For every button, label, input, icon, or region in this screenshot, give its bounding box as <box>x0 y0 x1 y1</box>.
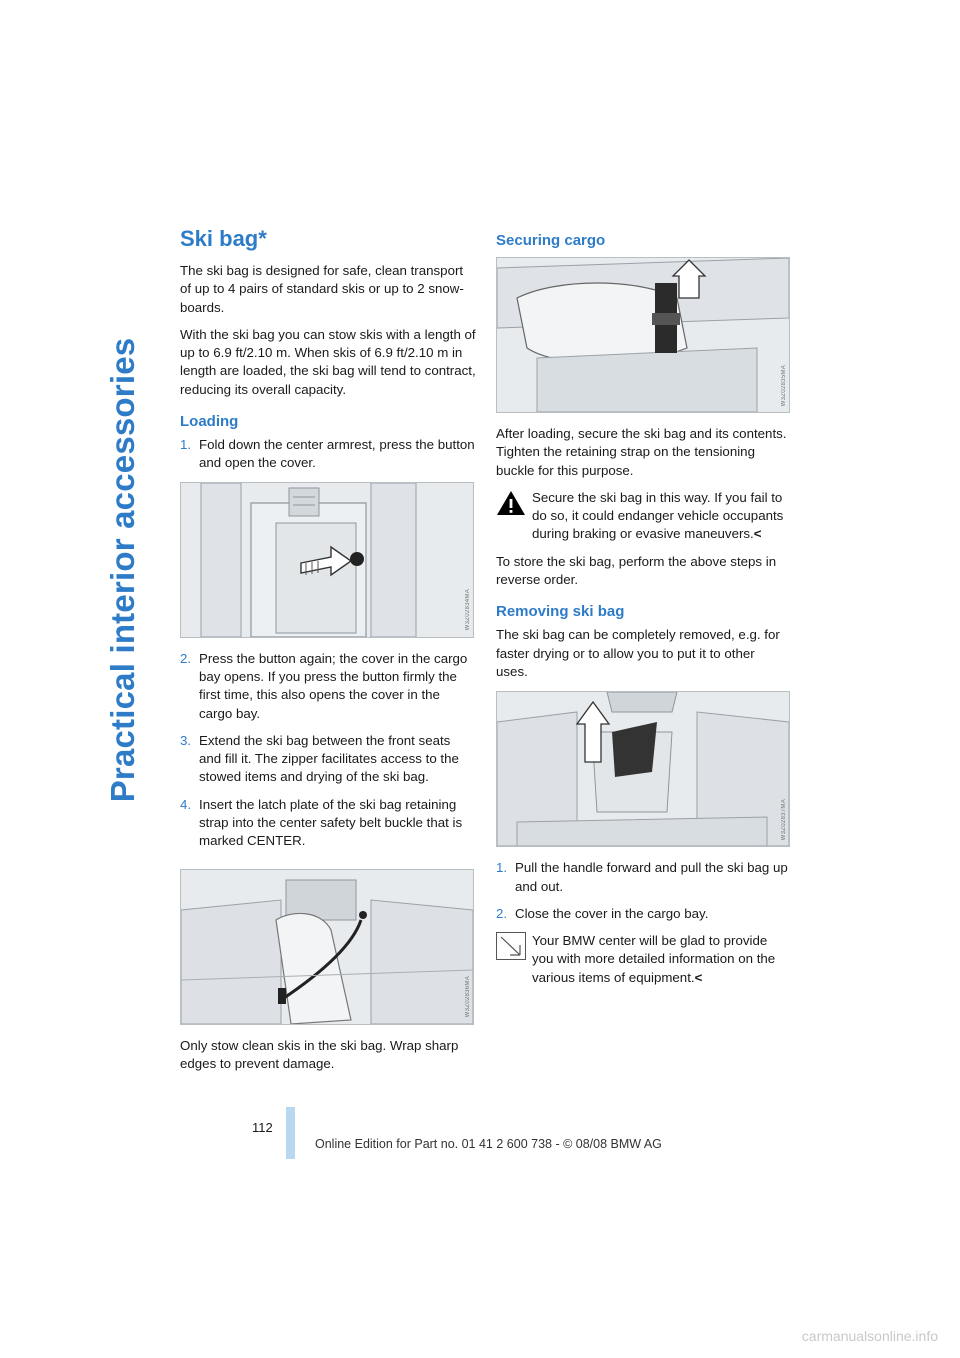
step-text: Pull the handle forward and pull the ski bag up and out. <box>515 860 788 894</box>
step-number: 1. <box>180 437 192 453</box>
side-section-title <box>88 30 158 1110</box>
step-number: 2. <box>180 650 192 666</box>
intro-paragraph-2: With the ski bag you can stow skis with a length of up to 6.9 ft/2.10 m. When skis of 6.9 ft/2.10 m in length are loaded, the ski bag will tend to contract, reducing its overall capacity. <box>180 326 476 397</box>
step-text: Press the button again; the cover in the cargo bay opens. If you press the button firmly the first time, this also opens the cover in the cargo bay. <box>199 650 468 721</box>
left-column <box>180 226 476 1082</box>
end-mark: < <box>694 969 703 985</box>
side-title-text: Practical interior accessories <box>104 337 141 803</box>
removing-step-2 <box>496 905 790 923</box>
section-heading-ski-bag: Ski bag* <box>180 226 267 251</box>
info-notice <box>496 932 790 987</box>
page-number: 112 <box>252 1120 273 1135</box>
loading-step-2 <box>180 650 476 723</box>
step-number: 1. <box>496 860 508 876</box>
warning-notice <box>496 489 790 544</box>
figure-tensioning-buckle <box>496 257 790 413</box>
loading-step-1 <box>180 436 476 473</box>
loading-step-3 <box>180 732 476 787</box>
intro-paragraph-1: The ski bag is designed for safe, clean transport of up to 4 pairs of standard skis or up to 2 snowboards. <box>180 263 464 315</box>
securing-paragraph: After loading, secure the ski bag and its contents. Tighten the retaining strap on the tensioning buckle for this purpose. <box>496 426 787 478</box>
footer-text: Online Edition for Part no. 01 41 2 600 738 - © 08/08 BMW AG <box>315 1137 662 1151</box>
step-number: 4. <box>180 796 192 812</box>
figure-ski-bag-strap <box>180 869 474 1025</box>
figure-code: W3Z02834MA <box>465 589 471 631</box>
step-text: Insert the latch plate of the ski bag retaining strap into the center safety belt buckle that is marked CENTER. <box>199 796 463 849</box>
figure-remove-handle <box>496 691 790 847</box>
note-arrow-icon <box>496 932 526 960</box>
warning-triangle-icon <box>496 489 526 517</box>
step-text: Fold down the center armrest, press the button and open the cover. <box>199 437 475 471</box>
end-mark: < <box>753 526 762 542</box>
step-text: Close the cover in the cargo bay. <box>515 905 709 921</box>
info-text: Your BMW center will be glad to provide you with more detailed information on the various items of equipment. <box>532 933 776 985</box>
right-column <box>496 226 790 996</box>
closing-paragraph: Only stow clean skis in the ski bag. Wrap sharp edges to prevent damage. <box>180 1037 459 1071</box>
store-paragraph: To store the ski bag, perform the above steps in reverse order. <box>496 553 777 588</box>
figure-code: W3Z02837MA <box>781 798 787 841</box>
figure-armrest-button <box>180 482 474 638</box>
figure-code: W3Z02835MA <box>781 364 787 406</box>
removing-step-1 <box>496 859 790 896</box>
footer-bar <box>286 1107 295 1159</box>
removing-paragraph: The ski bag can be completely removed, e.g. for faster drying or to allow you to put it to other uses. <box>496 627 780 679</box>
step-number: 2. <box>496 905 508 921</box>
subheading-loading: Loading <box>180 413 239 431</box>
step-number: 3. <box>180 732 192 748</box>
step-text: Extend the ski bag between the front seats and fill it. The zipper facilitates access to the stowed items and drying of the ski bag. <box>199 732 459 785</box>
subheading-removing-ski-bag: Removing ski bag <box>496 603 625 621</box>
figure-code: W3Z02836MA <box>465 976 471 1018</box>
watermark: carmanualsonline.info <box>801 1328 938 1344</box>
loading-step-4 <box>180 796 476 851</box>
warning-text: Secure the ski bag in this way. If you fail to do so, it could endanger vehicle occupants during braking or evasive maneuvers. <box>532 489 784 542</box>
subheading-securing-cargo: Securing cargo <box>496 232 606 249</box>
